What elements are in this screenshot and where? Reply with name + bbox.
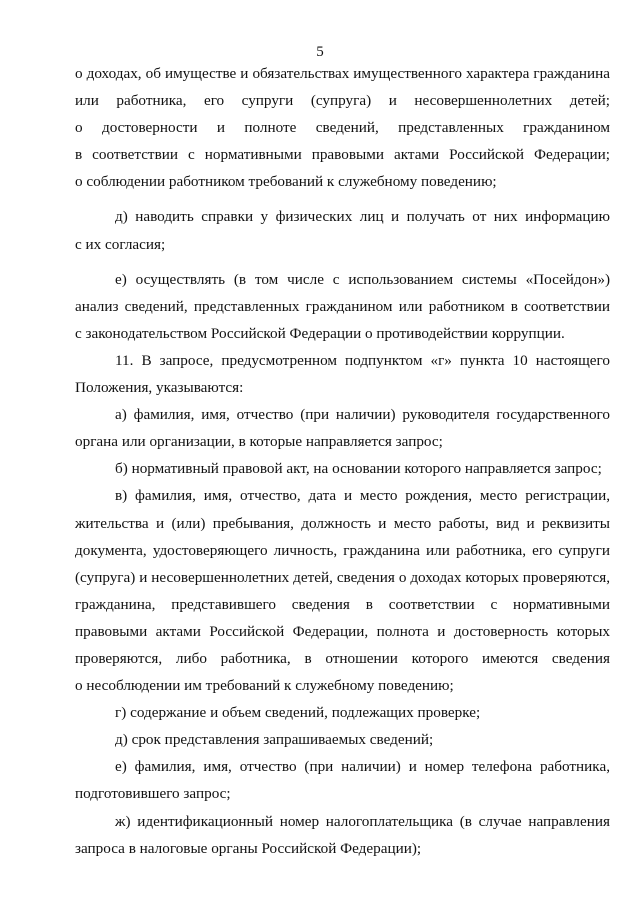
text-line: запроса в налоговые органы Российской Федерации); — [75, 839, 422, 857]
text-line: с их согласия; — [75, 235, 166, 253]
text-line: д) срок представления запрашиваемых сведений; — [115, 731, 434, 749]
page-number: 5 — [316, 44, 324, 60]
text-line: а) фамилия, имя, отчество (при наличии) руководителя государственного — [115, 406, 610, 424]
text-line: проверяются, либо работника, в отношении которого имеются сведения — [75, 649, 610, 667]
text-line: о несоблюдении им требований к служебному поведению; — [75, 677, 454, 695]
text-line: жительства и (или) пребывания, должность и место работы, вид и реквизиты — [75, 514, 610, 532]
text-line: о соблюдении работником требований к служебному поведению; — [75, 173, 497, 191]
text-line: г) содержание и объем сведений, подлежащих проверке; — [115, 704, 481, 722]
text-line: органа или организации, в которые направляется запрос; — [75, 433, 443, 451]
text-line: с законодательством Российской Федерации о противодействии коррупции. — [75, 324, 565, 342]
text-line: документа, удостоверяющего личность, гражданина или работника, его супруги — [75, 541, 610, 559]
text-line: Положения, указываются: — [75, 379, 244, 397]
text-line: гражданина, представившего сведения в соответствии с нормативными — [75, 595, 610, 613]
text-line: анализ сведений, представленных гражданином или работником в соответствии — [75, 297, 610, 315]
text-line: в) фамилия, имя, отчество, дата и место рождения, место регистрации, — [115, 487, 610, 505]
text-line: ж) идентификационный номер налогоплательщика (в случае направления — [115, 812, 610, 830]
document-body — [75, 60, 610, 862]
text-line: б) нормативный правовой акт, на основании которого направляется запрос; — [115, 460, 602, 478]
text-line: о достоверности и полноте сведений, представленных гражданином — [75, 119, 610, 137]
text-line: е) осуществлять (в том числе с использованием системы «Посейдон») — [115, 270, 610, 288]
text-line: о доходах, об имуществе и обязательствах имущественного характера гражданина — [75, 65, 610, 82]
text-line: в соответствии с нормативными правовыми актами Российской Федерации; — [75, 146, 610, 164]
text-line: д) наводить справки у физических лиц и получать от них информацию — [115, 208, 610, 226]
text-line: или работника, его супруги (супруга) и несовершеннолетних детей; — [75, 92, 610, 110]
text-line: 11. В запросе, предусмотренном подпунктом «г» пункта 10 настоящего — [115, 351, 610, 369]
text-line: е) фамилия, имя, отчество (при наличии) и номер телефона работника, — [115, 758, 610, 776]
text-line: (супруга) и несовершеннолетних детей, сведения о доходах которых проверяются, — [75, 568, 610, 586]
text-line: подготовившего запрос; — [75, 785, 231, 803]
text-line: правовыми актами Российской Федерации, полнота и достоверность которых — [75, 622, 610, 640]
